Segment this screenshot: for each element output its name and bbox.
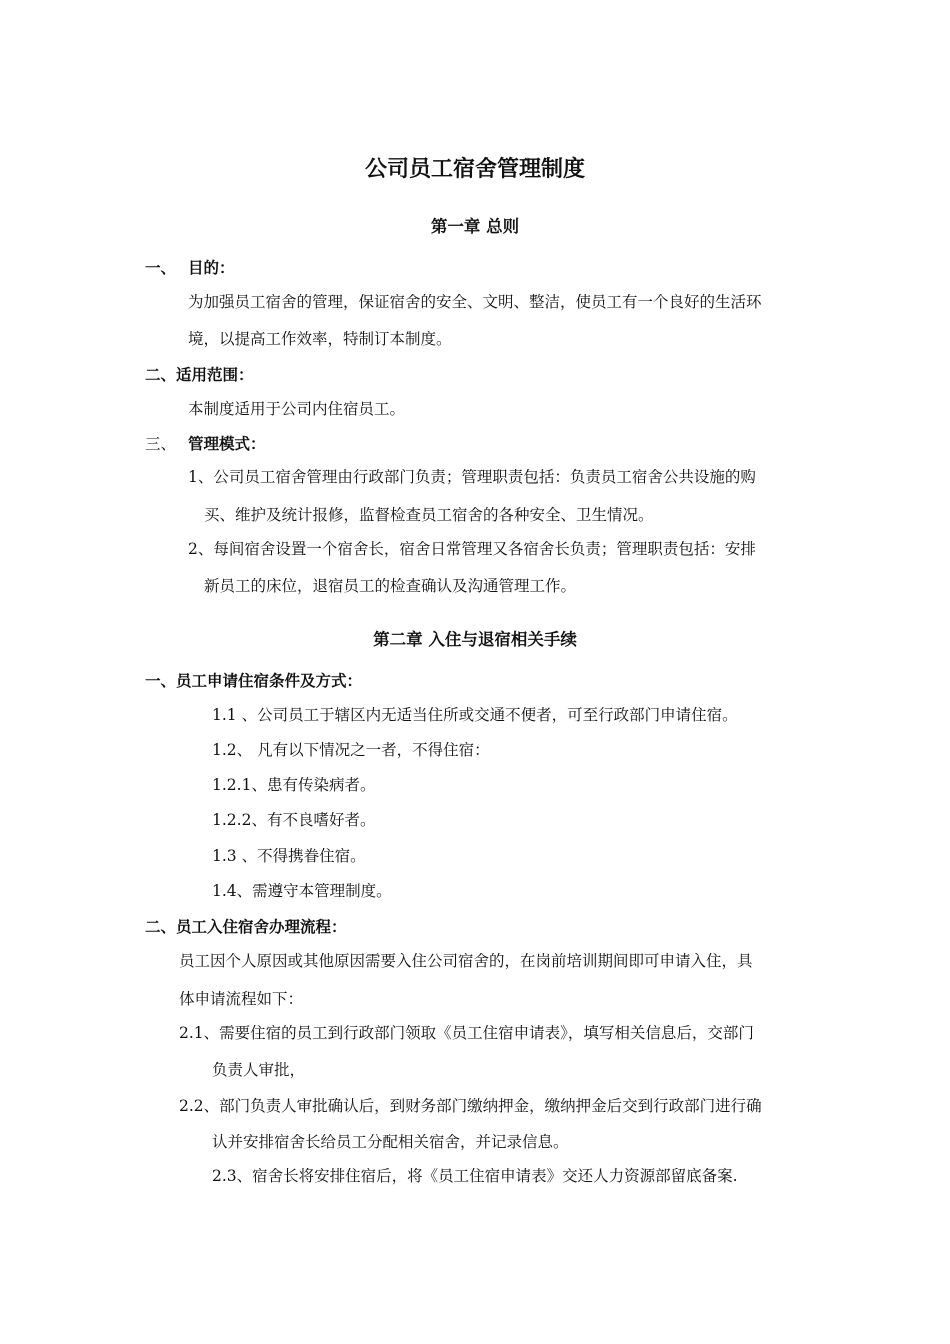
section-number: 三、: [145, 435, 177, 453]
list-item-line: 新员工的床位，退宿员工的检查确认及沟通管理工作。: [204, 577, 577, 595]
list-item-line: 买、维护及统计报修，监督检查员工宿舍的各种安全、卫生情况。: [204, 506, 654, 524]
chapter-1-heading: 第一章 总则: [430, 217, 520, 236]
section-heading-management: 管理模式：: [188, 435, 266, 453]
list-item-line: 1.1 、公司员工于辖区内无适当住所或交通不便者，可至行政部门申请住宿。: [212, 706, 738, 724]
list-item-line: 1.2.2、有不良嗜好者。: [212, 811, 376, 829]
list-item-line: 2、每间宿舍设置一个宿舍长，宿舍日常管理又各宿舍长负责；管理职责包括：安排: [188, 540, 756, 558]
section-heading-purpose: 目的：: [188, 259, 235, 277]
list-item-line: 1.4、需遵守本管理制度。: [212, 882, 392, 900]
list-item-line: 2.2、部门负责人审批确认后，到财务部门缴纳押金，缴纳押金后交到行政部门进行确: [179, 1097, 762, 1115]
list-item-line: 认并安排宿舍长给员工分配相关宿舍，并记录信息。: [212, 1133, 569, 1151]
list-item-line: 1.2、 凡有以下情况之一者，不得住宿：: [212, 741, 490, 759]
paragraph-line: 为加强员工宿舍的管理，保证宿舍的安全、文明、整洁，使员工有一个良好的生活环: [188, 293, 762, 311]
section-heading-process: 二、员工入住宿舍办理流程：: [145, 918, 347, 936]
list-item-line: 1.3 、不得携眷住宿。: [212, 847, 366, 865]
list-item-line: 2.3、宿舍长将安排住宿后，将《员工住宿申请表》交还人力资源部留底备案.: [212, 1167, 738, 1185]
section-heading-scope: 二、适用范围：: [145, 366, 254, 384]
section-heading-application: 一、员工申请住宿条件及方式：: [145, 672, 363, 690]
list-item-line: 1.2.1、患有传染病者。: [212, 776, 376, 794]
list-item-line: 2.1、需要住宿的员工到行政部门领取《员工住宿申请表》，填写相关信息后，交部门: [179, 1024, 754, 1042]
chapter-2-heading: 第二章 入住与退宿相关手续: [373, 630, 577, 649]
paragraph-line: 员工因个人原因或其他原因需要入住公司宿舍的，在岗前培训期间即可申请入住，具: [179, 952, 753, 970]
paragraph-line: 体申请流程如下：: [179, 990, 304, 1008]
list-item-line: 1、公司员工宿舍管理由行政部门负责；管理职责包括：负责员工宿舍公共设施的购: [188, 468, 756, 486]
document-title: 公司员工宿舍管理制度: [364, 157, 585, 182]
paragraph-line: 本制度适用于公司内住宿员工。: [188, 400, 406, 418]
paragraph-line: 境，以提高工作效率，特制订本制度。: [188, 330, 452, 348]
section-number: 一、: [145, 259, 177, 277]
list-item-line: 负责人审批，: [212, 1061, 306, 1079]
